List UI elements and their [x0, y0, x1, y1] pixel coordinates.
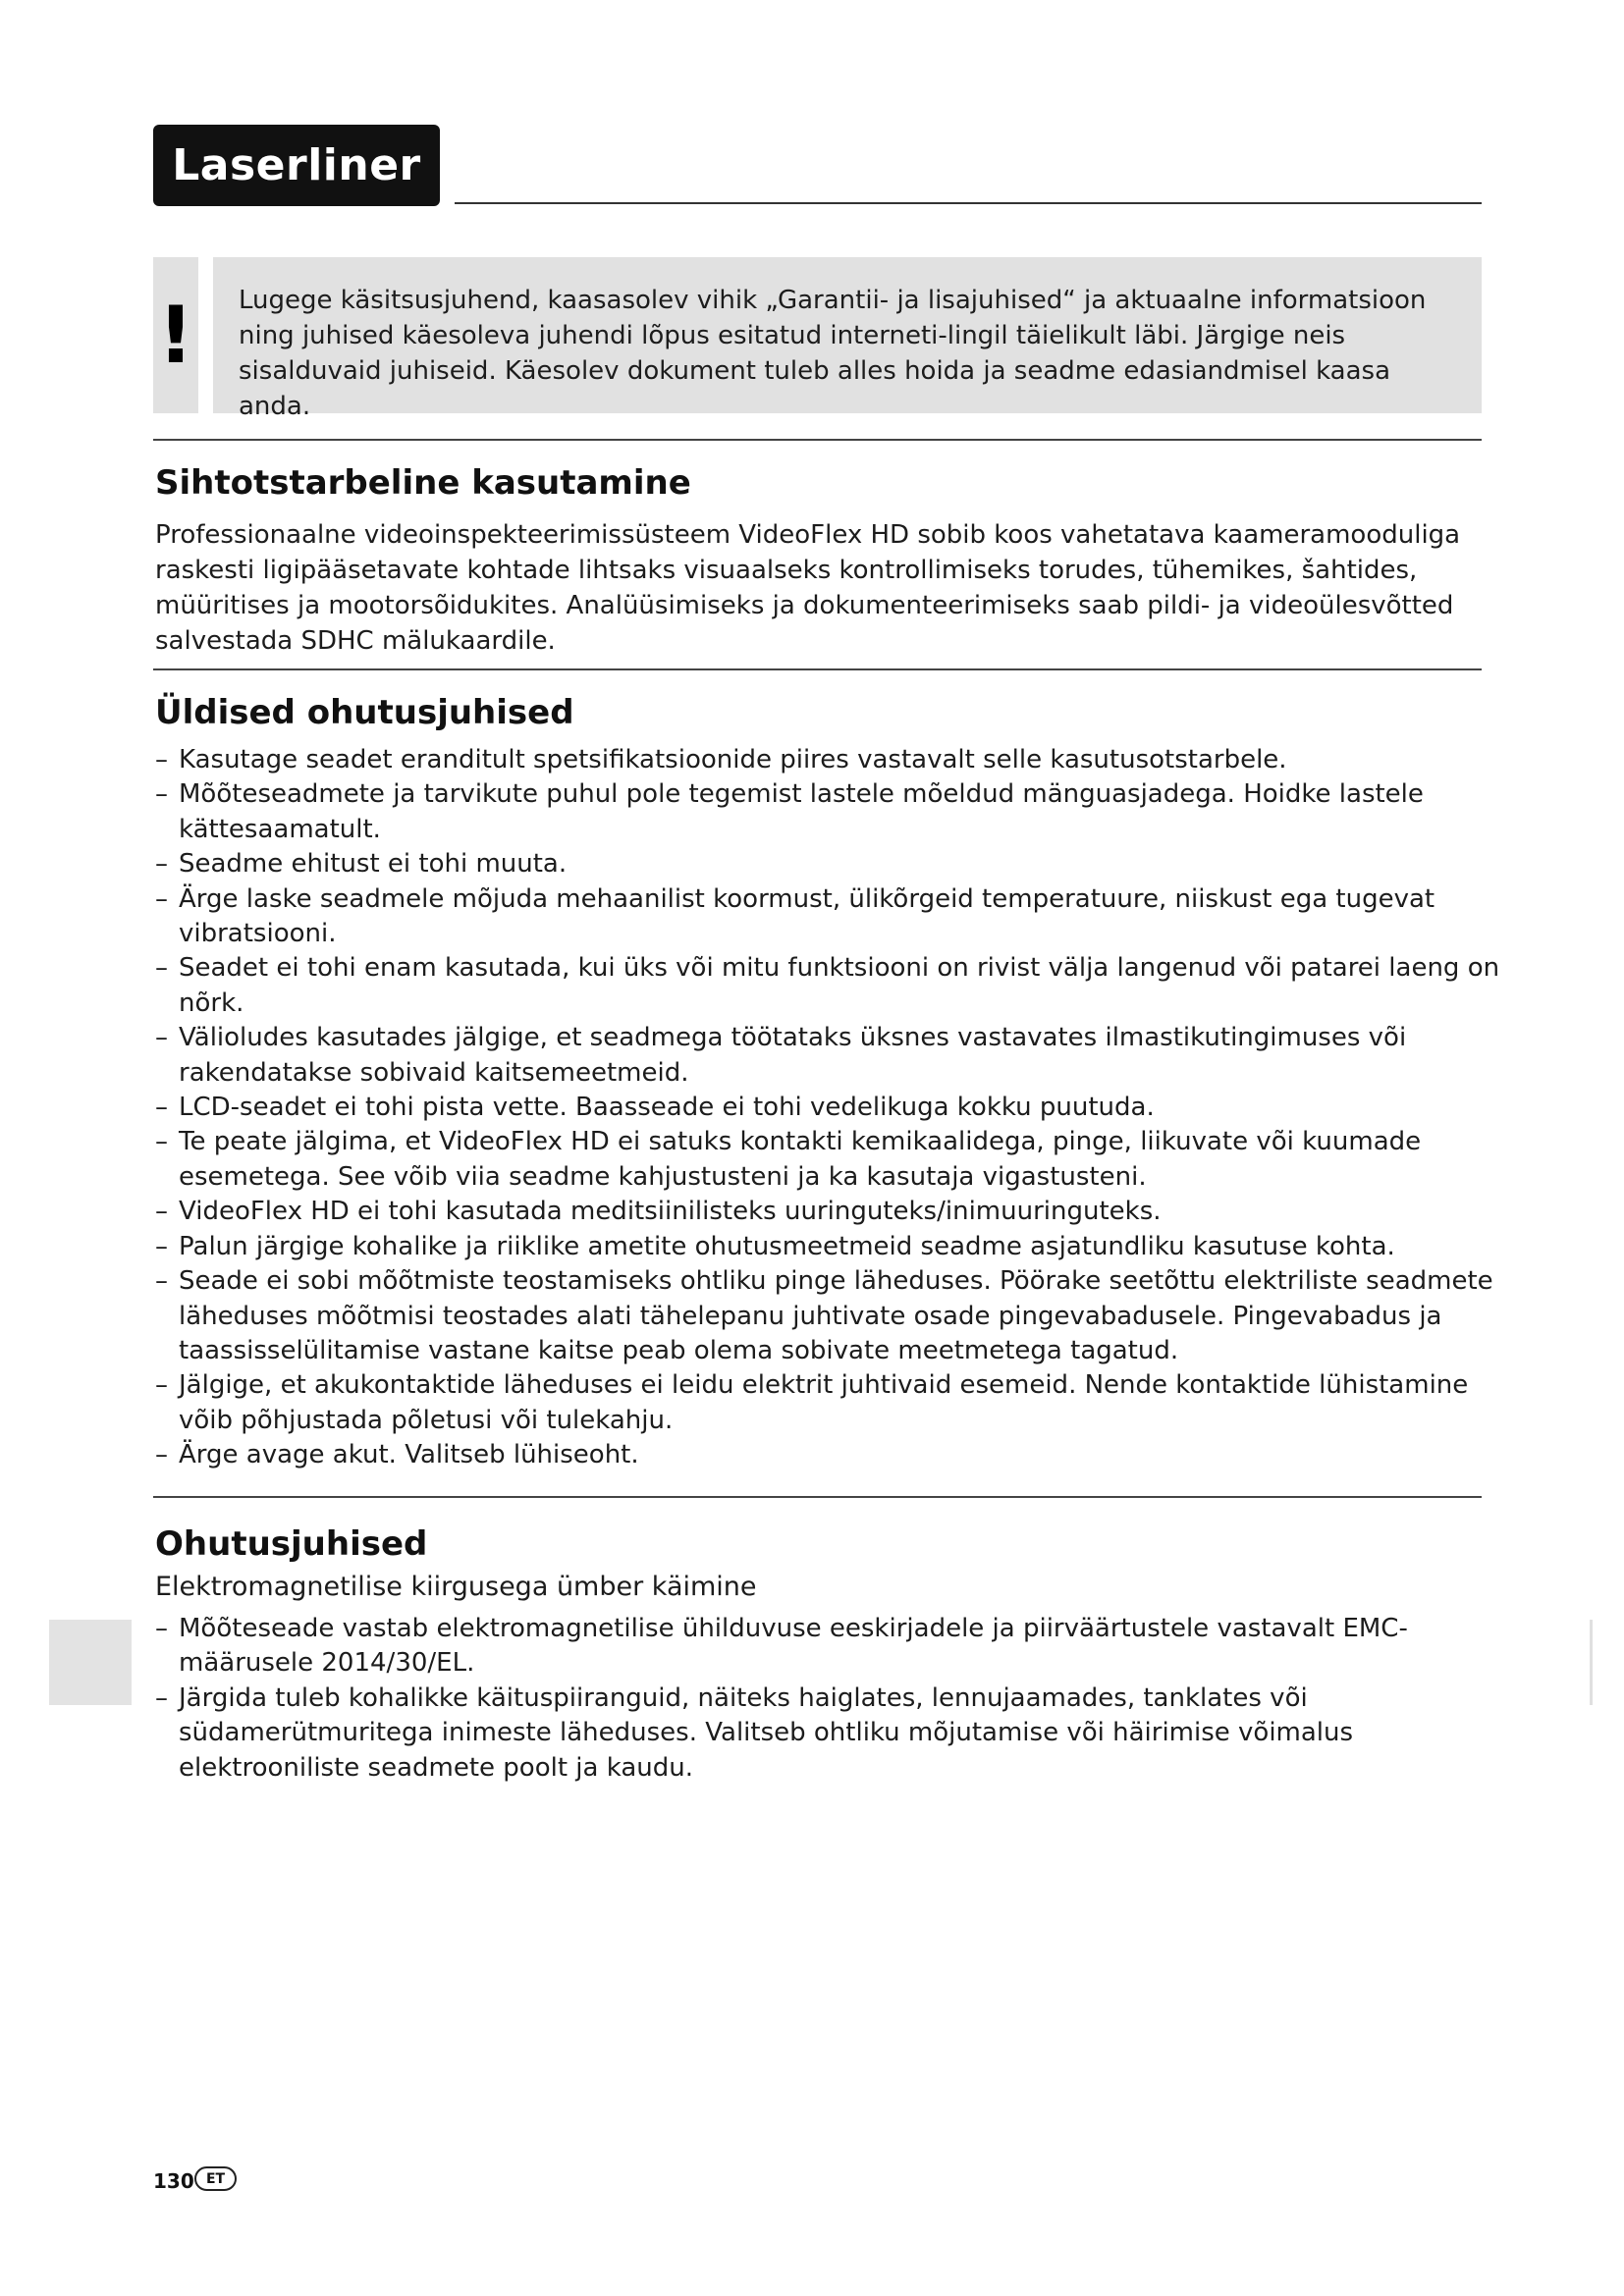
exclamation-icon: ! — [153, 257, 198, 413]
list-item: – Jälgige, et akukontaktide läheduses ei leidu elektrit juhtivaid esemeid. Nende kontaktide lühistamine võib põhjustada põletusi või tulekahju. — [155, 1370, 1469, 1435]
section-divider — [153, 668, 1482, 670]
list-item: – Mõõteseadmete ja tarvikute puhul pole tegemist lastele mõeldud mänguasjadega. Hoidke lastele kättesaamatult. — [155, 779, 1424, 844]
section-title-general-safety: Üldised ohutusjuhised — [155, 693, 574, 732]
list-item: – Kasutage seadet eranditult spetsifikatsioonide piires vastavalt selle kasutusotstarbele. — [155, 745, 1287, 774]
side-tab-marker — [49, 1620, 132, 1705]
brand-logo: Laserliner — [153, 125, 440, 206]
notice-box — [153, 257, 1482, 421]
list-item: – Seadme ehitust ei tohi muuta. — [155, 849, 568, 880]
intended-use-text: Professionaalne videoinspekteerimissüsteem VideoFlex HD sobib koos vahetatava kaameramooduliga raskesti ligipääsetavate kohtade lihtsaks visuaalseks kontrollimiseks torudes, tühemikes, šahtides, müüritises ja mootorsõidukites. Analüüsimiseks ja dokumenteerimiseks saab pildi- ja videoülesvõtted salvestada SDHC mälukaardile. — [155, 520, 1461, 656]
emc-safety-list — [155, 1612, 1500, 1786]
list-item: – Seade ei sobi mõõtmiste teostamiseks ohtliku pinge läheduses. Pöörake seetõttu elektriliste seadmete läheduses mõõtmisi teostades alati tähelepanu juhtivate osade pingevabadusele. Pingevabadus ja taassisselülitamise vastane kaitse peab olema sobivate meetmetega tagatud. — [155, 1266, 1493, 1365]
notice-panel — [213, 257, 1482, 421]
list-item: – Te peate jälgima, et VideoFlex HD ei satuks kontakti kemikaalidega, pinge, liikuvate või kuumade esemetega. See võib viia seadme kahjustusteni ja ka kasutaja vigastusteni. — [155, 1127, 1422, 1192]
page-number: 130 — [153, 2169, 194, 2193]
section-title-safety: Ohutusjuhised — [155, 1524, 428, 1564]
list-item: – Välioludes kasutades jälgige, et seadmega töötataks üksnes vastavates ilmastikutingimuses või rakendatakse sobivaid kaitsemeetmeid. — [155, 1023, 1407, 1088]
language-badge: ET — [194, 2166, 237, 2191]
list-item: – Mõõteseade vastab elektromagnetilise ühilduvuse eeskirjadele ja piirväärtustele vastavalt EMC-määrusele 2014/30/EL. — [155, 1614, 1408, 1679]
notice-text: Lugege käsitsusjuhend, kaasasolev vihik „Garantii- ja lisajuhised“ ja aktuaalne informatsioon ning juhised käesoleva juhendi lõpus esitatud interneti-lingil täielikult läbi. Järgige neis sisalduvaid juhiseid. Käesolev dokument tuleb alles hoida ja seadme edasiandmisel kaasa anda. — [239, 286, 1427, 421]
general-safety-list — [155, 743, 1500, 1473]
section-divider — [153, 439, 1482, 441]
list-item: – Ärge laske seadmele mõjuda mehaanilist koormust, ülikõrgeid temperatuure, niiskust ega tugevat vibratsiooni. — [155, 883, 1435, 949]
section-title-intended-use: Sihtotstarbeline kasutamine — [155, 463, 691, 503]
section-subtitle-emc: Elektromagnetilise kiirgusega ümber käimine — [155, 1572, 757, 1602]
list-item: – Ärge avage akut. Valitseb lühiseoht. — [155, 1440, 639, 1470]
page-edge-mark — [1590, 1620, 1593, 1705]
list-item: – Järgida tuleb kohalikke käituspiiranguid, näiteks haiglates, lennujaamades, tanklates või südamerütmuritega inimeste läheduses. Valitseb ohtliku mõjutamise või häirimise võimalus elektrooniliste seadmete poolt ja kaudu. — [155, 1682, 1354, 1783]
list-item: – Seadet ei tohi enam kasutada, kui üks või mitu funktsiooni on rivist välja langenud või patarei laeng on nõrk. — [155, 953, 1500, 1018]
list-item: – Palun järgige kohalike ja riiklike ametite ohutusmeetmeid seadme asjatundliku kasutuse kohta. — [155, 1231, 1395, 1261]
list-item: – LCD-seadet ei tohi pista vette. Baasseade ei tohi vedelikuga kokku puutuda. — [155, 1093, 1155, 1123]
header-rule — [455, 202, 1482, 204]
list-item: – VideoFlex HD ei tohi kasutada meditsiinilisteks uuringuteks/inimuuringuteks. — [155, 1197, 1162, 1227]
section-divider — [153, 1496, 1482, 1498]
